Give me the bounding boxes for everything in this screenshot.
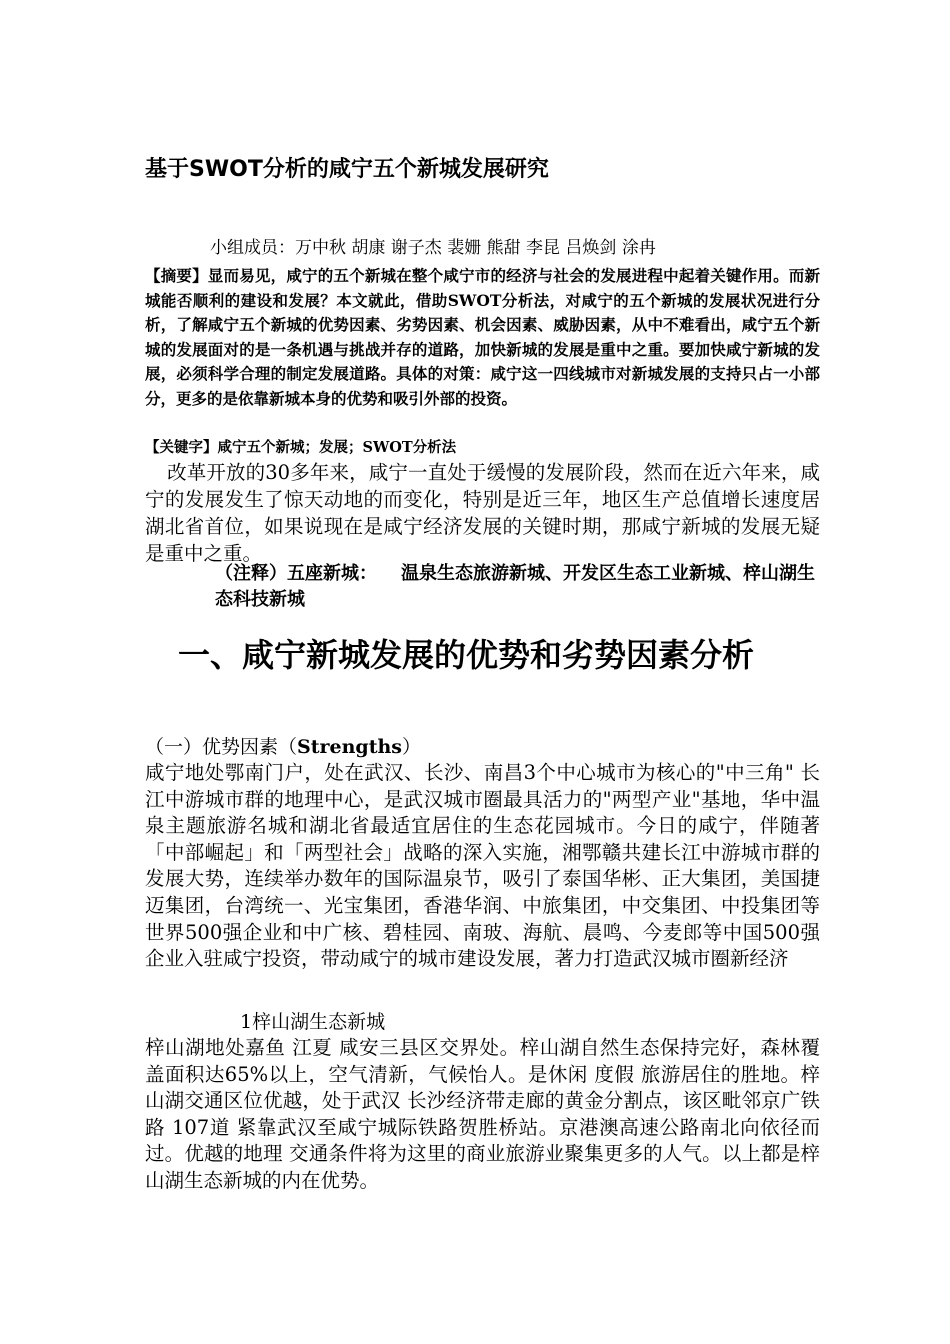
- abstract: 【摘要】显而易见，咸宁的五个新城在整个咸宁市的经济与社会的发展进程中起着关键作用。而新城能否顺利的建设和发展？本文就此，借助SWOT分析法，对咸宁的五个新城的发展状况进行分析，了解咸宁五个新城的优势因素、劣势因素、机会因素、威胁因素，从中不难看出，咸宁五个新城的发展面对的是一条机遇与挑战并存的道路，加快新城的发展是重中之重。要加快咸宁新城的发展，必须科学合理的制定发展道路。具体的对策：咸宁这一四线城市对新城发展的支持只占一小部分，更多的是依靠新城本身的优势和吸引外部的投资。: [145, 266, 820, 408]
- zishan-heading: 1梓山湖生态新城: [240, 1011, 386, 1033]
- zishan-paragraph: 梓山湖地处嘉鱼 江夏 咸安三县区交界处。梓山湖自然生态保持完好，森林覆盖面积达65%以上，空气清新，气候怡人。是休闲 度假 旅游居住的胜地。梓山湖交通区位优越，处于武汉 长沙经济带走廊的黄金分割点，该区毗邻京广铁路 107道 紧靠武汉至咸宁城际铁路贺胜桥站。京港澳高速公路南北向依径而过。优越的地理 交通条件将为这里的商业旅游业聚集更多的人气。以上都是梓山湖生态新城的内在优势。: [145, 1036, 820, 1192]
- strengths-heading-close: ）: [402, 736, 422, 758]
- section-heading: 一、咸宁新城发展的优势和劣势因素分析: [178, 636, 755, 674]
- note-text: 温泉生态旅游新城、开发区生态工业新城、梓山湖生态科技新城: [215, 563, 815, 610]
- document-title: 基于SWOT分析的咸宁五个新城发展研究: [145, 157, 549, 182]
- strengths-heading-en: Strengths: [297, 736, 402, 758]
- intro-paragraph: [145, 459, 820, 567]
- intro-text: 改革开放的30多年来，咸宁一直处于缓慢的发展阶段，然而在近六年来，咸宁的发展发生了惊天动地的而变化，特别是近三年，地区生产总值增长速度居湖北省首位，如果说现在是咸宁经济发展的关键时期，那咸宁新城的发展无疑是重中之重。: [145, 461, 820, 565]
- note-label: （注释）五座新城：: [215, 563, 377, 584]
- strengths-heading-cn: （一）优势因素（: [145, 736, 298, 758]
- new-cities-note: [215, 561, 815, 613]
- group-members: 小组成员：万中秋 胡康 谢子杰 裴姗 熊甜 李昆 吕焕剑 涂冉: [210, 238, 656, 258]
- keywords: 【关键字】咸宁五个新城；发展；SWOT分析法: [145, 439, 457, 456]
- strengths-paragraph: 咸宁地处鄂南门户，处在武汉、长沙、南昌3个中心城市为核心的"中三角" 长江中游城市群的地理中心，是武汉城市圈最具活力的"两型产业"基地，华中温泉主题旅游名城和湖北省最适宜居住的生态花园城市。今日的咸宁，伴随著「中部崛起」和「两型社会」战略的深入实施，湘鄂赣共建长江中游城市群的发展大势，连续举办数年的国际温泉节，吸引了泰国华彬、正大集团，美国捷迈集团，台湾统一、光宝集团，香港华润、中旅集团，中交集团、中投集团等世界500强企业和中广核、碧桂园、南玻、海航、晨鸣、今麦郎等中国500强企业入驻咸宁投资，带动咸宁的城市建设发展，著力打造武汉城市圈新经济: [145, 761, 820, 971]
- strengths-heading: [145, 733, 820, 761]
